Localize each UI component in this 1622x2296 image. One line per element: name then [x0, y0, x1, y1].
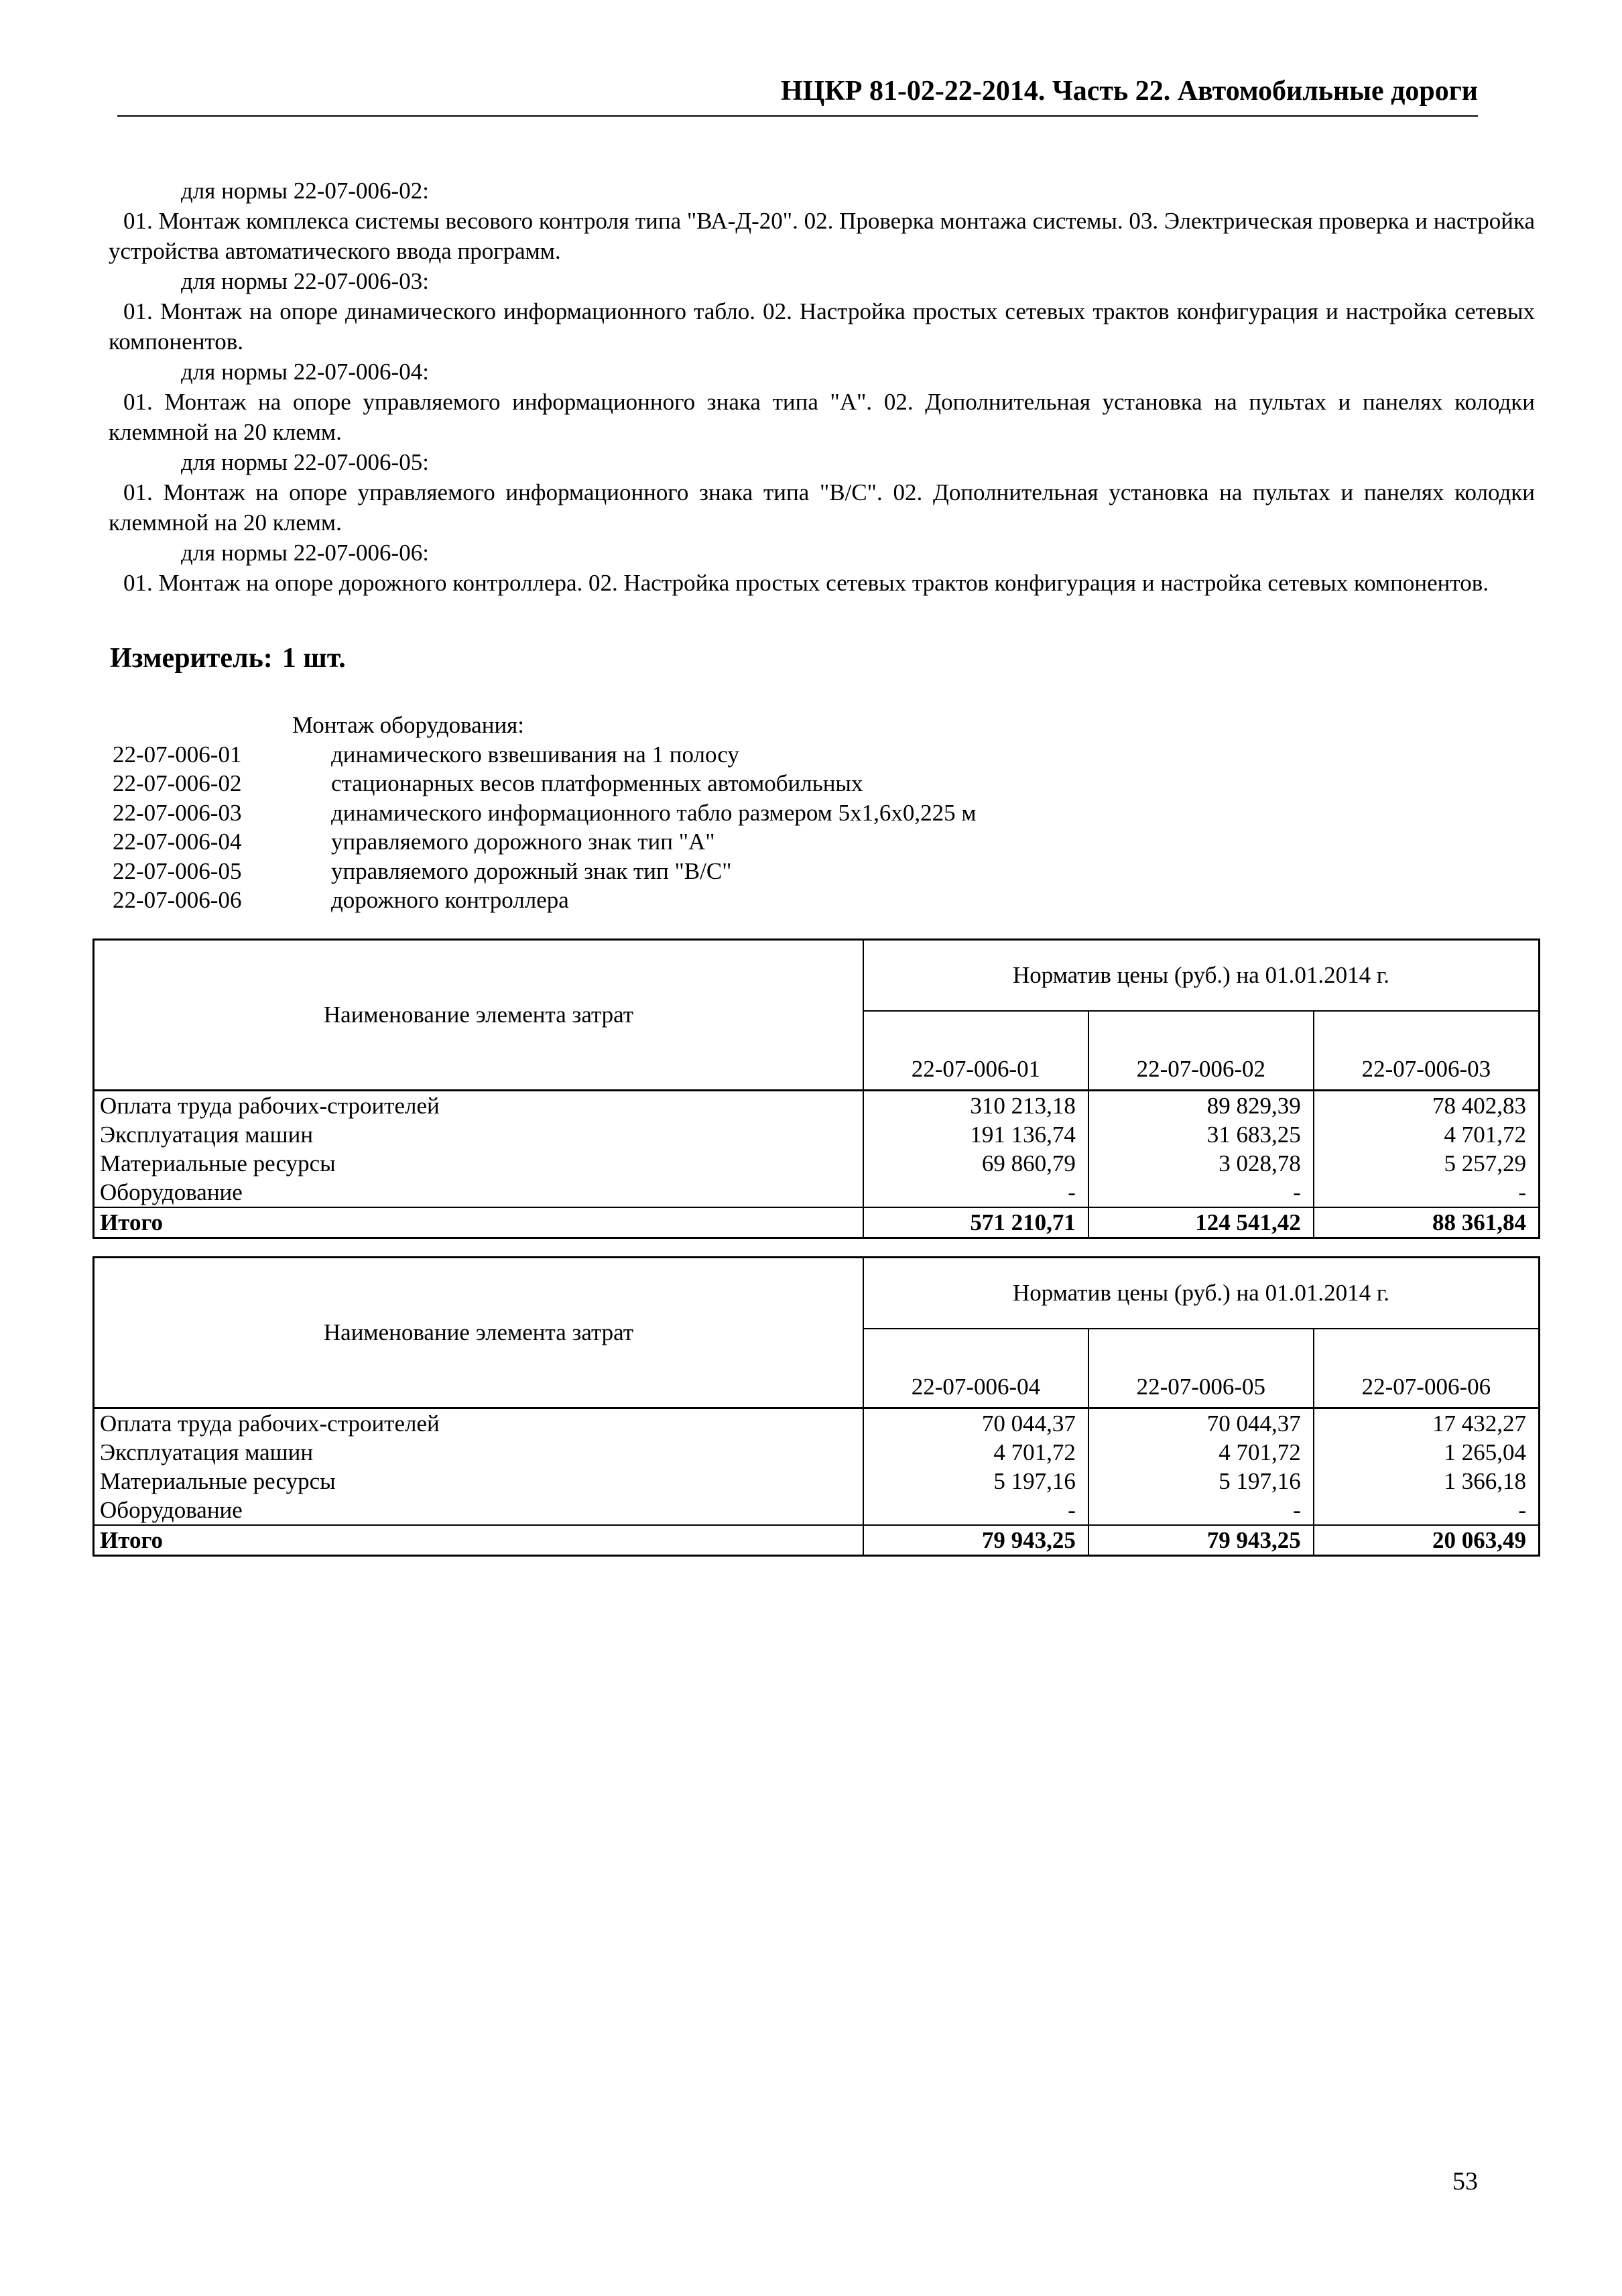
norm-text: 01. Монтаж на опоре динамического информационного табло. 02. Настройка простых сетевых трактов конфигурация и настройка сетевых компонентов.: [109, 298, 1535, 355]
total-label: Итого: [94, 1207, 864, 1238]
equipment-code: 22-07-006-05: [113, 857, 242, 884]
total-value: 79 943,25: [863, 1525, 1088, 1556]
table-row: [94, 1467, 1540, 1496]
table-header-row: [94, 1258, 1540, 1329]
cost-element-name: Эксплуатация машин: [94, 1120, 864, 1149]
cost-value: 3 028,78: [1088, 1149, 1314, 1178]
equipment-title: Монтаж оборудования:: [292, 712, 525, 738]
total-value: 124 541,42: [1088, 1207, 1314, 1238]
total-row: [94, 1525, 1540, 1556]
equipment-item: [113, 769, 976, 798]
table-row: [94, 1091, 1540, 1121]
cost-value: 5 197,16: [1088, 1467, 1314, 1496]
equipment-name: стационарных весов платформенных автомобильных: [331, 770, 863, 796]
equipment-name: дорожного контроллера: [331, 887, 569, 913]
cost-value: 31 683,25: [1088, 1120, 1314, 1149]
measure-line: [110, 642, 346, 674]
cost-value: 5 257,29: [1314, 1149, 1540, 1178]
total-value: 79 943,25: [1088, 1525, 1314, 1556]
cost-element-header: Наименование элемента затрат: [94, 940, 864, 1091]
equipment-list: [113, 711, 976, 915]
cost-value: -: [1314, 1496, 1540, 1525]
cost-table-1: [92, 939, 1540, 1239]
norm-block: [109, 176, 1535, 266]
norm-code-header: 22-07-006-05: [1088, 1329, 1314, 1408]
cost-element-name: Оплата труда рабочих-строителей: [94, 1408, 864, 1439]
table-header-row: [94, 940, 1540, 1012]
equipment-item: [113, 798, 976, 828]
cost-table-2: [92, 1256, 1540, 1557]
price-norm-header: Норматив цены (руб.) на 01.01.2014 г.: [863, 940, 1540, 1012]
cost-value: -: [1088, 1496, 1314, 1525]
norm-text: 01. Монтаж на опоре дорожного контроллера. 02. Настройка простых сетевых трактов конфигурация и настройка сетевых компонентов.: [123, 570, 1489, 596]
equipment-code: 22-07-006-03: [113, 799, 242, 826]
equipment-code: 22-07-006-02: [113, 770, 242, 796]
table-row: [94, 1496, 1540, 1525]
page-number: 53: [1452, 2167, 1478, 2195]
norm-label: для нормы 22-07-006-03:: [181, 268, 429, 294]
total-label: Итого: [94, 1525, 864, 1556]
norm-block: [109, 357, 1535, 447]
cost-value: 78 402,83: [1314, 1091, 1540, 1121]
cost-element-header: Наименование элемента затрат: [94, 1258, 864, 1408]
norm-block: [109, 447, 1535, 538]
cost-value: -: [863, 1178, 1088, 1207]
price-norm-header: Норматив цены (руб.) на 01.01.2014 г.: [863, 1258, 1540, 1329]
table-row: [94, 1408, 1540, 1439]
cost-value: 17 432,27: [1314, 1408, 1540, 1439]
cost-value: 89 829,39: [1088, 1091, 1314, 1121]
total-value: 571 210,71: [863, 1207, 1088, 1238]
equipment-item: [113, 857, 976, 886]
equipment-item: [113, 827, 976, 857]
page-header: НЦКР 81-02-22-2014. Часть 22. Автомобильные дороги: [781, 76, 1478, 107]
norm-code-header: 22-07-006-04: [863, 1329, 1088, 1408]
equipment-name: динамического информационного табло размером 5х1,6х0,225 м: [331, 799, 977, 826]
cost-value: -: [863, 1496, 1088, 1525]
equipment-item: [113, 886, 976, 915]
norm-label: для нормы 22-07-006-06:: [181, 540, 429, 566]
measure-label: Измеритель:: [110, 643, 273, 674]
cost-element-name: Материальные ресурсы: [94, 1467, 864, 1496]
cost-value: 4 701,72: [1088, 1438, 1314, 1467]
cost-value: 310 213,18: [863, 1091, 1088, 1121]
total-value: 88 361,84: [1314, 1207, 1540, 1238]
equipment-name: управляемого дорожный знак тип "В/С": [331, 857, 732, 884]
cost-value: 70 044,37: [863, 1408, 1088, 1439]
equipment-item: [113, 740, 976, 770]
total-row: [94, 1207, 1540, 1238]
cost-value: 70 044,37: [1088, 1408, 1314, 1439]
cost-value: 4 701,72: [1314, 1120, 1540, 1149]
cost-value: 69 860,79: [863, 1149, 1088, 1178]
norm-code-header: 22-07-006-02: [1088, 1011, 1314, 1091]
cost-value: 191 136,74: [863, 1120, 1088, 1149]
norm-code-header: 22-07-006-01: [863, 1011, 1088, 1091]
cost-element-name: Оборудование: [94, 1178, 864, 1207]
table-row: [94, 1178, 1540, 1207]
cost-element-name: Оплата труда рабочих-строителей: [94, 1091, 864, 1121]
cost-value: 1 366,18: [1314, 1467, 1540, 1496]
norm-text: 01. Монтаж комплекса системы весового контроля типа "ВА-Д-20". 02. Проверка монтажа системы. 03. Электрическая проверка и настройка устройства автоматического ввода программ.: [109, 208, 1535, 264]
norm-text: 01. Монтаж на опоре управляемого информационного знака типа "А". 02. Дополнительная установка на пультах и панелях колодки клеммной на 20 клемм.: [109, 389, 1535, 445]
equipment-code: 22-07-006-04: [113, 829, 242, 855]
total-value: 20 063,49: [1314, 1525, 1540, 1556]
table-row: [94, 1149, 1540, 1178]
norm-label: для нормы 22-07-006-04:: [181, 359, 429, 385]
norm-descriptions: [109, 176, 1535, 598]
norm-block: [109, 266, 1535, 357]
table-row: [94, 1120, 1540, 1149]
equipment-name: динамического взвешивания на 1 полосу: [331, 741, 739, 768]
norm-label: для нормы 22-07-006-05:: [181, 449, 429, 475]
cost-value: 4 701,72: [863, 1438, 1088, 1467]
cost-element-name: Оборудование: [94, 1496, 864, 1525]
norm-label: для нормы 22-07-006-02:: [181, 178, 429, 204]
cost-value: 5 197,16: [863, 1467, 1088, 1496]
norm-code-header: 22-07-006-03: [1314, 1011, 1540, 1091]
norm-text: 01. Монтаж на опоре управляемого информационного знака типа "В/С". 02. Дополнительная установка на пультах и панелях колодки клеммной на 20 клемм.: [109, 479, 1535, 536]
norm-code-header: 22-07-006-06: [1314, 1329, 1540, 1408]
cost-value: -: [1088, 1178, 1314, 1207]
measure-value: 1 шт.: [282, 643, 346, 674]
norm-block: [109, 538, 1535, 598]
equipment-code: 22-07-006-01: [113, 741, 242, 768]
cost-value: -: [1314, 1178, 1540, 1207]
cost-element-name: Материальные ресурсы: [94, 1149, 864, 1178]
cost-value: 1 265,04: [1314, 1438, 1540, 1467]
cost-element-name: Эксплуатация машин: [94, 1438, 864, 1467]
header-rule: [117, 115, 1478, 117]
table-row: [94, 1438, 1540, 1467]
equipment-name: управляемого дорожного знак тип "А": [331, 829, 715, 855]
equipment-code: 22-07-006-06: [113, 887, 242, 913]
